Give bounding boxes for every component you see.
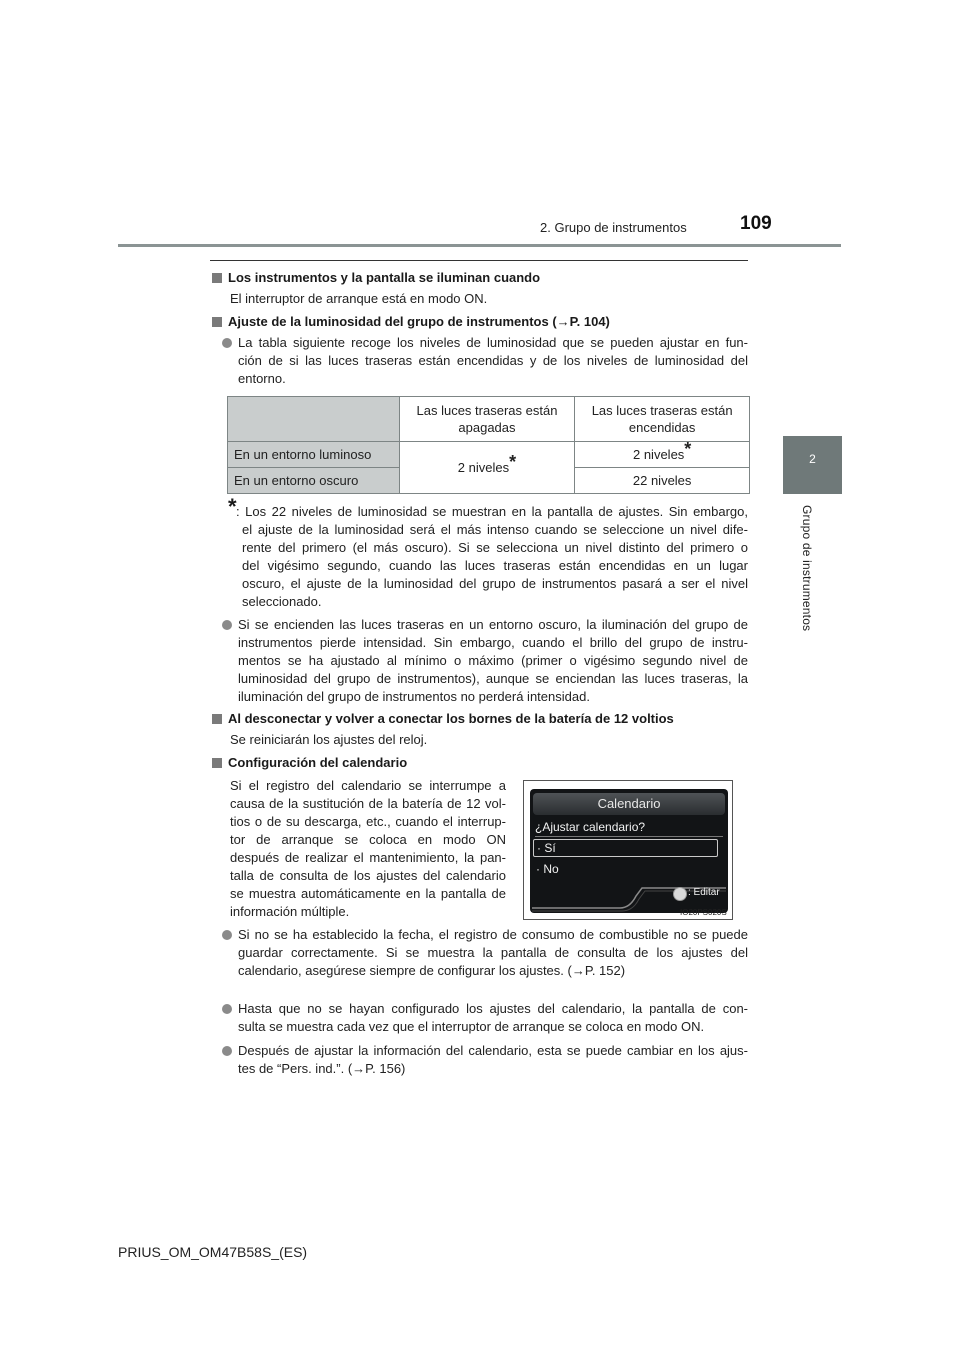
env-dark: En un entorno oscuro — [228, 468, 400, 494]
calendar-paragraph: Si el registro del calendario se interrumpe a causa de la sustitución de la batería de 12 vol- tios o de su descarga, etc., cuando el interrup- tor de arranque se coloca en modo ON después de realizar el mantenimiento, la pan- talla de consulta de los ajustes del calendario se muestra automáticamente en la pantalla de información múltiple. — [230, 778, 506, 919]
footnote-star: * — [684, 439, 692, 459]
circle-bullet-icon — [222, 1046, 232, 1056]
chapter-label: Grupo de instrumentos — [800, 505, 814, 632]
screen-divider — [535, 836, 723, 837]
heading-brightness: Ajuste de la luminosidad del grupo de instrumentos (→P. 104) — [212, 313, 610, 331]
off-levels-cell: 2 niveles* — [399, 442, 575, 494]
chapter-number: 2 — [809, 452, 816, 466]
calendar-bullet-1: Si no se ha establecido la fecha, el registro de consumo de combustible no se puede guardar correctamente. Si se muestra la pantalla de consulta de los ajustes del calendario, asegúrese siempre de configurar los ajustes. (→P. 152) — [238, 927, 748, 978]
heading-illumination: Los instrumentos y la pantalla se iluminan cuando — [212, 269, 540, 287]
header-rule — [118, 244, 841, 247]
square-bullet-icon — [212, 317, 222, 327]
footnote-text: : Los 22 niveles de luminosidad se muestran en la pantalla de ajustes. Sin embargo, el ajuste de la luminosidad será el más intenso cuando se seleccione un nivel dife- rente del primero (el más oscuro). Si se selecciona un nivel distinto del primero o del vigésimo segundo, cuando las luces traseras están encendidas en un lugar oscuro, el ajuste de la luminosidad del grupo de instrumentos pasará a ser el nivel seleccionado. — [236, 504, 748, 609]
table-row — [228, 442, 750, 468]
heading-calendar: Configuración del calendario — [212, 754, 407, 772]
circle-bullet-icon — [222, 1004, 232, 1014]
table-corner-cell — [228, 397, 400, 442]
content-top-rule — [210, 260, 748, 261]
option-no: · No — [536, 862, 559, 876]
screen-title: Calendario — [533, 793, 725, 815]
brightness-table — [227, 396, 750, 494]
footnote-star: * — [509, 452, 517, 472]
brightness-bullet-2: Si se encienden las luces traseras en un entorno oscuro, la iluminación del grupo de instrumentos pierde intensidad. Sin embargo, cuando el brillo del grupo de instru- mentos se ha ajustado al mínimo o máximo (primer o vigésimo segundo nivel de luminosidad del grupo de instrumentos), aunque se enciendan las luces traseras, la iluminación del grupo de instrumentos no perderá intensidad. — [238, 617, 748, 704]
square-bullet-icon — [212, 758, 222, 768]
screen-question: ¿Ajustar calendario? — [535, 820, 646, 834]
illumination-text: El interruptor de arranque está en modo ON. — [230, 291, 488, 306]
document-id: PRIUS_OM_OM47B58S_(ES) — [118, 1244, 308, 1260]
dark-on-levels: 22 niveles — [575, 468, 750, 494]
calendar-bullet-3: Después de ajustar la información del calendario, esta se puede cambiar en los ajus- tes de “Pers. ind.”. (→P. 156) — [238, 1043, 748, 1076]
brightness-bullet-1: La tabla siguiente recoge los niveles de luminosidad que se pueden ajustar en fun- ción de si las luces traseras están encendidas y de los niveles de luminosidad del entorno. — [238, 335, 748, 386]
edit-label: : Editar — [688, 887, 720, 898]
circle-bullet-icon — [222, 338, 232, 348]
heading-battery: Al desconectar y volver a conectar los bornes de la batería de 12 voltios — [212, 710, 674, 728]
table-header-row — [228, 397, 750, 442]
header-lights-on: Las luces traseras están encendidas — [575, 397, 750, 442]
page-number: 109 — [740, 213, 772, 234]
image-code: IO20PS020S — [680, 908, 727, 917]
dial-knob-icon — [673, 887, 687, 901]
option-yes: · Sí — [533, 839, 718, 857]
circle-bullet-icon — [222, 620, 232, 630]
env-bright: En un entorno luminoso — [228, 442, 400, 468]
calendar-bullet-2: Hasta que no se hayan configurado los ajustes del calendario, la pantalla de con- sulta se muestra cada vez que el interruptor de arranque se coloca en modo ON. — [238, 1001, 748, 1034]
header-lights-off: Las luces traseras están apagadas — [399, 397, 575, 442]
footnote-mark: * — [228, 494, 237, 519]
bright-on-levels: 2 niveles* — [575, 442, 750, 468]
circle-bullet-icon — [222, 930, 232, 940]
square-bullet-icon — [212, 714, 222, 724]
section-title: 2. Grupo de instrumentos — [540, 220, 687, 235]
battery-text: Se reiniciarán los ajustes del reloj. — [230, 732, 428, 747]
square-bullet-icon — [212, 273, 222, 283]
